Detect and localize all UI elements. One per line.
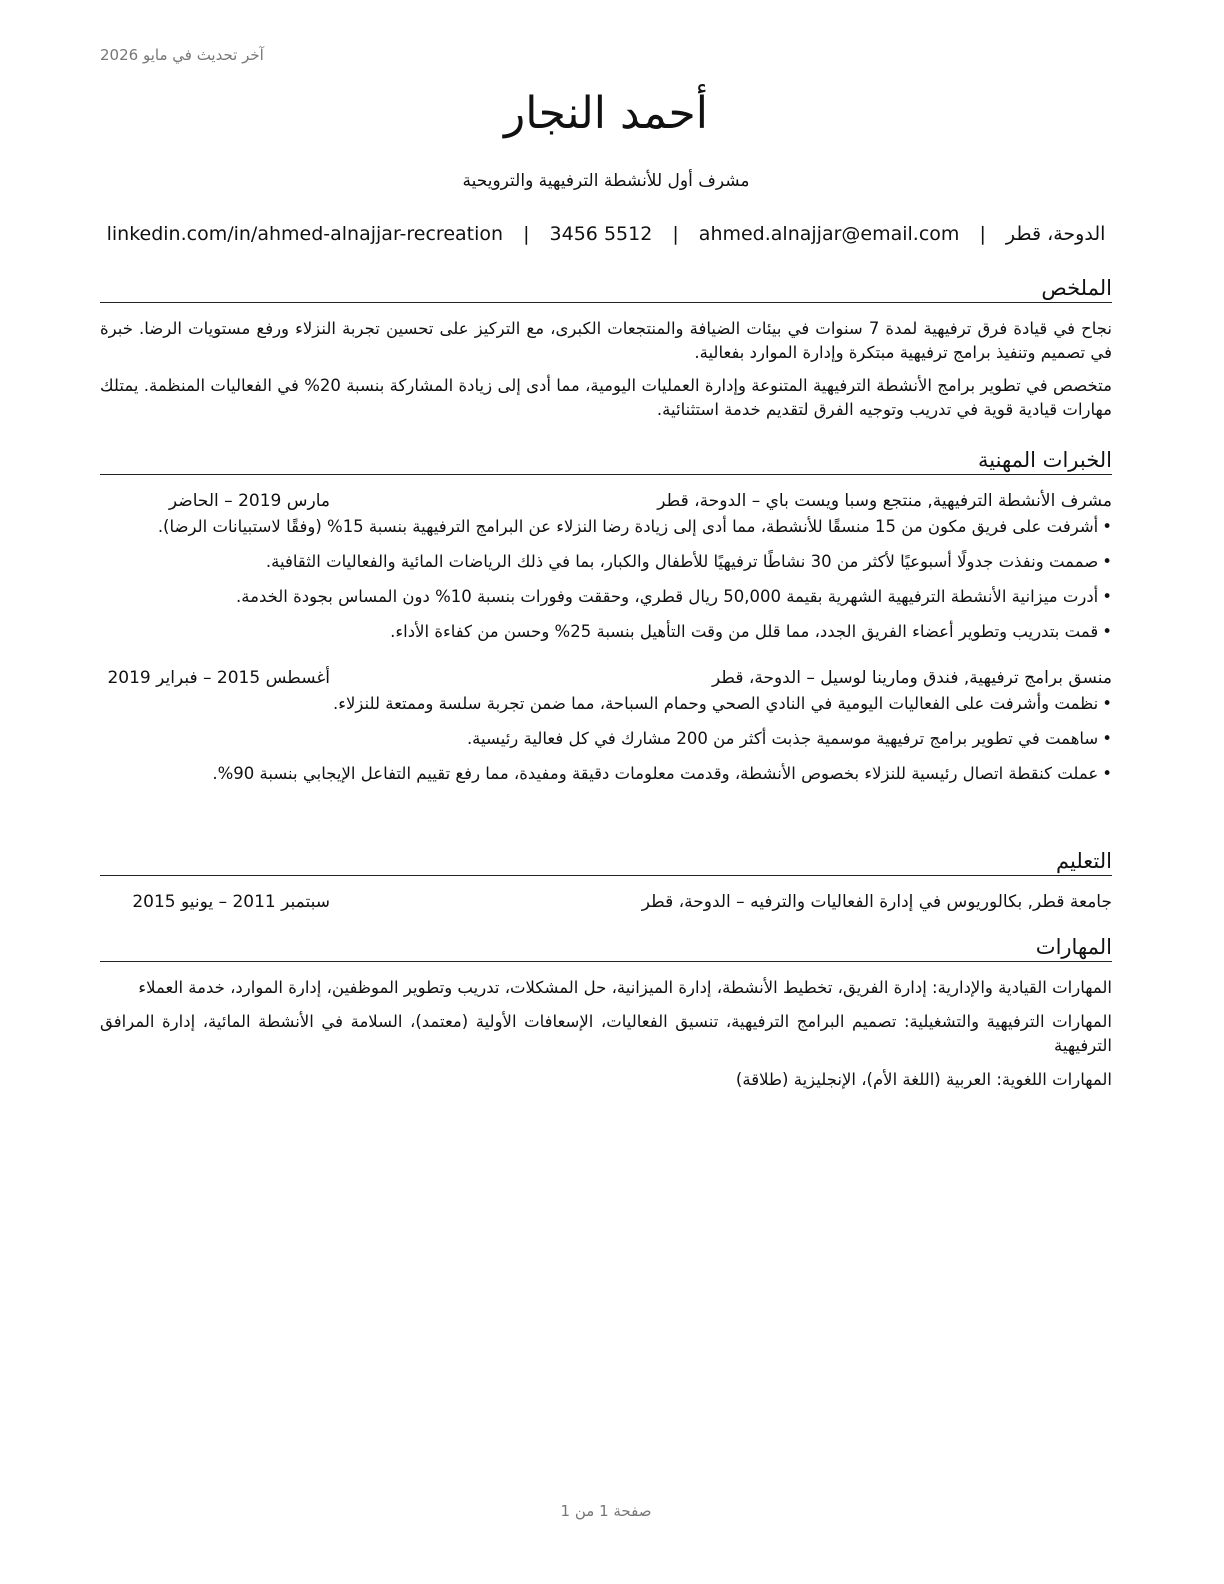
phone-number[interactable]: 3456 5512 [549,223,653,245]
job-entry [100,489,1112,644]
job-bullet: •أشرفت على فريق مكون من 15 منسقًا للأنشطة، مما أدى إلى زيادة رضا النزلاء عن البرامج الترفيهية بنسبة 15% (وفقًا لاستبيانات الرضا). [157,517,1112,536]
linkedin-link[interactable]: linkedin.com/in/ahmed-alnajjar-recreation [106,223,504,245]
job-bullet: •عملت كنقطة اتصال رئيسية للنزلاء بخصوص الأنشطة، وقدمت معلومات دقيقة ومفيدة، مما رفع تقييم التفاعل الإيجابي بنسبة 90%. [212,764,1112,783]
section-title-education: التعليم [100,849,1112,876]
job-entry [100,666,1112,786]
job-dates: مارس 2019 – الحاضر [168,491,330,511]
section-title-skills: المهارات [100,935,1112,962]
job-bullet: •ساهمت في تطوير برامج ترفيهية موسمية جذبت أكثر من 200 مشارك في كل فعالية رئيسية. [466,729,1112,748]
skills-section [100,935,1112,1102]
job-role: مشرف الأنشطة الترفيهية, منتجع وسبا ويست باي – الدوحة، قطر [657,491,1112,511]
location: الدوحة، قطر [1005,223,1106,245]
contact-separator: | [979,223,986,245]
candidate-title: مشرف أول للأنشطة الترفيهية والترويحية [462,171,750,191]
summary-section [100,276,1112,431]
job-bullet: •أدرت ميزانية الأنشطة الترفيهية الشهرية بقيمة 50,000 ريال قطري، وحققت وفورات بنسبة 10% دون المساس بجودة الخدمة. [236,587,1112,606]
candidate-name: أحمد النجار [504,88,708,139]
education-dates: سبتمبر 2011 – يونيو 2015 [132,892,330,912]
job-role: منسق برامج ترفيهية, فندق ومارينا لوسيل – الدوحة، قطر [712,668,1112,688]
section-title-summary: الملخص [100,276,1112,303]
section-title-experience: الخبرات المهنية [100,448,1112,475]
job-header [100,489,1112,513]
job-bullet: •نظمت وأشرفت على الفعاليات اليومية في النادي الصحي وحمام السباحة، مما ضمن تجربة سلسة وممتعة للنزلاء. [333,694,1112,713]
education-entry [100,890,1112,914]
page-number: صفحة 1 من 1 [560,1502,652,1520]
job-header [100,666,1112,690]
skill-group: المهارات اللغوية: العربية (اللغة الأم)، الإنجليزية (طلاقة) [735,1070,1112,1089]
email-link[interactable]: ahmed.alnajjar@email.com [698,223,960,245]
last-updated: آخر تحديث في مايو 2026 [100,46,264,64]
education-section [100,849,1112,914]
summary-paragraph: متخصص في تطوير برامج الأنشطة الترفيهية المتنوعة وإدارة العمليات اليومية، مما أدى إلى زيادة المشاركة بنسبة 20% في الفعاليات المنظمة. يمتلك مهارات قيادية قوية في تدريب وتوجيه الفرق لتقديم خدمة استثنائية. [100,376,1112,419]
job-bullet: •صممت ونفذت جدولًا أسبوعيًا لأكثر من 30 نشاطًا ترفيهيًا للأطفال والكبار، بما في ذلك الرياضات المائية والفعاليات الثقافية. [265,552,1112,571]
skill-group: المهارات الترفيهية والتشغيلية: تصميم البرامج الترفيهية، تنسيق الفعاليات، الإسعافات الأولية (معتمد)، السلامة في الأنشطة المائية، إدارة المرافق الترفيهية [100,1012,1112,1055]
summary-paragraph: نجاح في قيادة فرق ترفيهية لمدة 7 سنوات في بيئات الضيافة والمنتجعات الكبرى، مع التركيز على تحسين تجربة النزلاء ورفع مستويات الرضا. خبرة في تصميم وتنفيذ برامج ترفيهية مبتكرة وإدارة الموارد بفعالية. [100,319,1113,362]
experience-section [100,448,1112,797]
contact-separator: | [523,223,530,245]
contact-line [100,223,1112,245]
contact-separator: | [672,223,679,245]
degree: جامعة قطر, بكالوريوس في إدارة الفعاليات والترفيه – الدوحة، قطر [641,892,1112,912]
job-dates: أغسطس 2015 – فبراير 2019 [107,668,330,688]
skill-group: المهارات القيادية والإدارية: إدارة الفريق، تخطيط الأنشطة، إدارة الميزانية، حل المشكلات، تدريب وتطوير الموظفين، إدارة الموارد، خدمة العملاء [138,978,1112,997]
resume-page [100,0,1112,1584]
job-bullet: •قمت بتدريب وتطوير أعضاء الفريق الجدد، مما قلل من وقت التأهيل بنسبة 25% وحسن من كفاءة الأداء. [390,622,1112,641]
